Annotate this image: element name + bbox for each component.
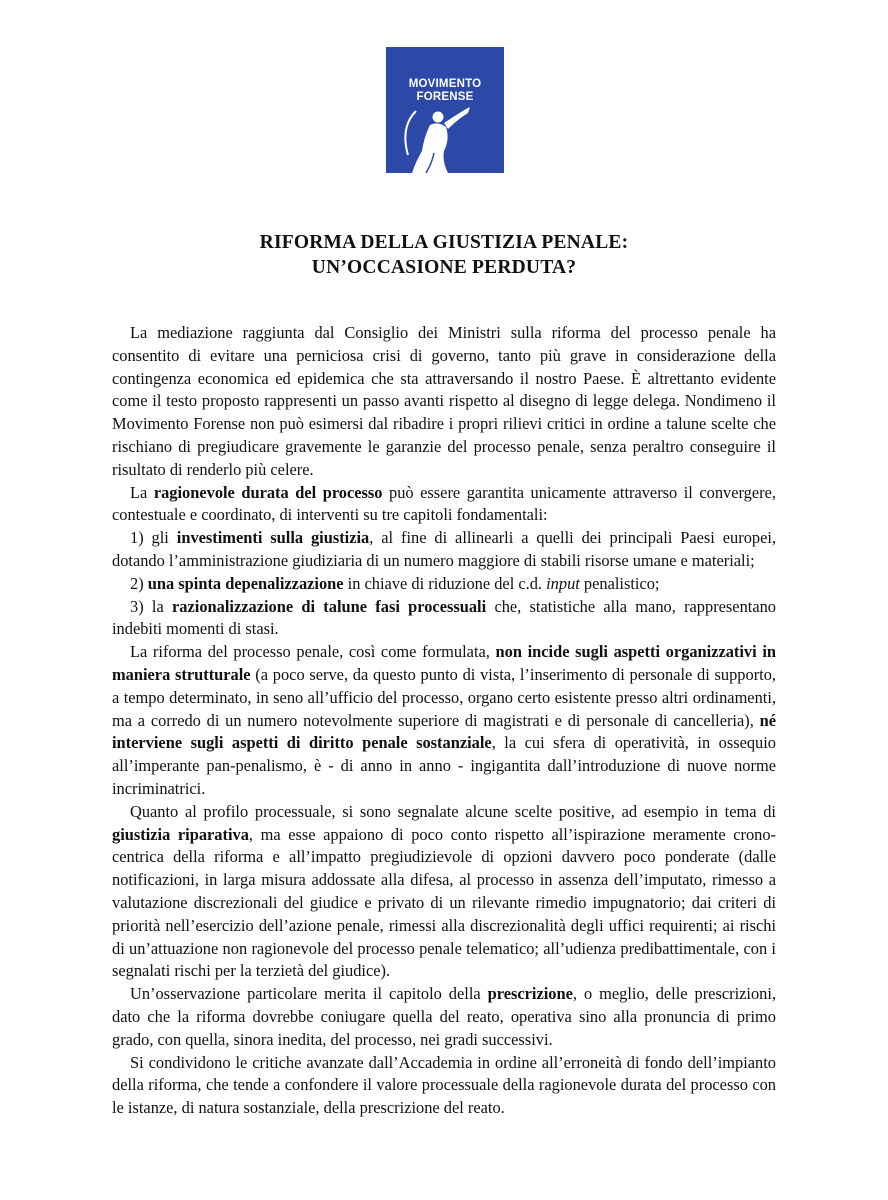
paragraph-7-text: Quanto al profilo processuale, si sono segnalate alcune scelte positive, ad esempio in tema di — [130, 801, 776, 821]
paragraph-8-emphasis: prescrizione — [487, 984, 573, 1004]
point-1-text-end: , al fine di allinearli a quelli dei principali Paesi europei, dotando l’amministrazione giudiziaria di un numero maggiore di stabili risorse umane e materiali; — [112, 528, 777, 570]
point-2-emphasis: una spinta depenalizzazione — [147, 573, 344, 593]
paragraph-6-emphasis-2: né interviene sugli aspetti di diritto penale sostanziale — [112, 710, 776, 753]
paragraph-6-emphasis-1: non incide sugli aspetti organizzativi in maniera strutturale — [112, 642, 776, 684]
point-2-text-end: penalistico; — [579, 573, 660, 593]
logo-line-2: FORENSE — [416, 91, 474, 103]
title-line-2: UN’OCCASIONE PERDUTA? — [311, 257, 577, 278]
movimento-forense-logo — [386, 47, 504, 173]
paragraph-3-point-1 — [112, 527, 776, 573]
logo-text — [386, 78, 504, 104]
paragraph-6-text: La riforma del processo penale, così come formulata, — [130, 642, 496, 662]
document-body — [112, 322, 776, 1120]
paragraph-8-text-end: , o meglio, delle prescrizioni, dato che la riforma dovrebbe coniugare quella del reato, operativa sino alla pronuncia di primo grado, con quella, sinora inedita, del processo, nei gradi successivi. — [112, 984, 776, 1049]
document-title — [0, 230, 888, 280]
paragraph-7 — [112, 801, 776, 983]
paragraph-9: Si condividono le critiche avanzate dall’Accademia in ordine all’erroneità di fondo dell’impianto della riforma, che tende a confondere il valore processuale della ragionevole durata del processo con le istanze, di natura sostanziale, della prescrizione del reato. — [112, 1052, 776, 1118]
paragraph-8 — [112, 983, 776, 1051]
point-2-text-mid: in chiave di riduzione del c.d. — [343, 573, 547, 593]
paragraph-2-text: La — [130, 482, 154, 502]
paragraph-6-text-end: , la cui sfera di operatività, in ossequio all’imperante pan-penalismo, è - di anno in anno - ingigantita dall’introduzione di nuove norme incriminatrici. — [112, 733, 776, 798]
paragraph-4-point-2 — [112, 573, 776, 596]
paragraph-7-emphasis: giustizia riparativa — [112, 824, 249, 844]
paragraph-2-text-end: può essere garantita unicamente attraverso il convergere, contestuale e coordinato, di interventi su tre capitoli fondamentali: — [112, 482, 776, 525]
paragraph-1: La mediazione raggiunta dal Consiglio dei Ministri sulla riforma del processo penale ha consentito di evitare una perniciosa crisi di governo, tanto più grave in considerazione della contingenza economica ed epidemica che sta attraversando il nostro Paese. È altrettanto evidente come il testo proposto rappresenti un passo avanti rispetto al disegno di legge delega. Nondimeno il Movimento Forense non può esimersi dal ribadire i propri rilievi critici in ordine a talune scelte che rischiano di pregiudicare gravemente le garanzie del processo penale, senza peraltro conseguire il risultato di renderlo più celere. — [112, 323, 776, 479]
paragraph-2 — [112, 482, 776, 528]
point-2-italic: input — [546, 573, 580, 593]
paragraph-5-point-3 — [112, 596, 776, 642]
paragraph-8-text: Un’osservazione particolare merita il capitolo della — [130, 984, 488, 1004]
logo-line-1: MOVIMENTO — [408, 78, 482, 90]
paragraph-2-emphasis: ragionevole durata del processo — [153, 482, 383, 502]
point-1-emphasis: investimenti sulla giustizia — [176, 528, 370, 548]
paragraph-7-text-end: , ma esse appaiono di poco conto rispetto all’ispirazione meramente crono-centrica della riforma e all’impatto pregiudizievole di opzioni davvero poco ponderate (dalle notificazioni, in larga misura addossate alla difesa, al processo in assenza dell’imputato, rimesso a valutazione discrezionali del giudice e privato di un rilevante rimedio impugnatorio; dai criteri di priorità nell’esercizio dell’azione penale, rimessi alla discrezionalità degli uffici requirenti; ai rischi di un’attuazione non ragionevole del processo penale telematico; all’udienza predibattimentale, con i segnalati rischi per la terzietà del giudice). — [112, 824, 776, 981]
point-1-text: 1) gli — [130, 528, 177, 548]
point-2-text: 2) — [130, 573, 148, 593]
title-line-1: RIFORMA DELLA GIUSTIZIA PENALE: — [259, 232, 629, 253]
point-3-text: 3) la — [130, 596, 173, 616]
orator-figure-icon — [386, 47, 504, 173]
point-3-text-end: che, statistiche alla mano, rappresentano indebiti momenti di stasi. — [112, 596, 776, 639]
paragraph-6 — [112, 641, 776, 801]
point-3-emphasis: razionalizzazione di talune fasi processuali — [172, 596, 487, 616]
paragraph-6-text-mid: (a poco serve, da questo punto di vista, l’inserimento di personale di supporto, a tempo determinato, in seno all’ufficio del processo, organo certo esistente presso altri ordinamenti, ma a corredo di un numero notevolmente superiore di magistrati e di personale di cancelleria), — [112, 664, 776, 730]
